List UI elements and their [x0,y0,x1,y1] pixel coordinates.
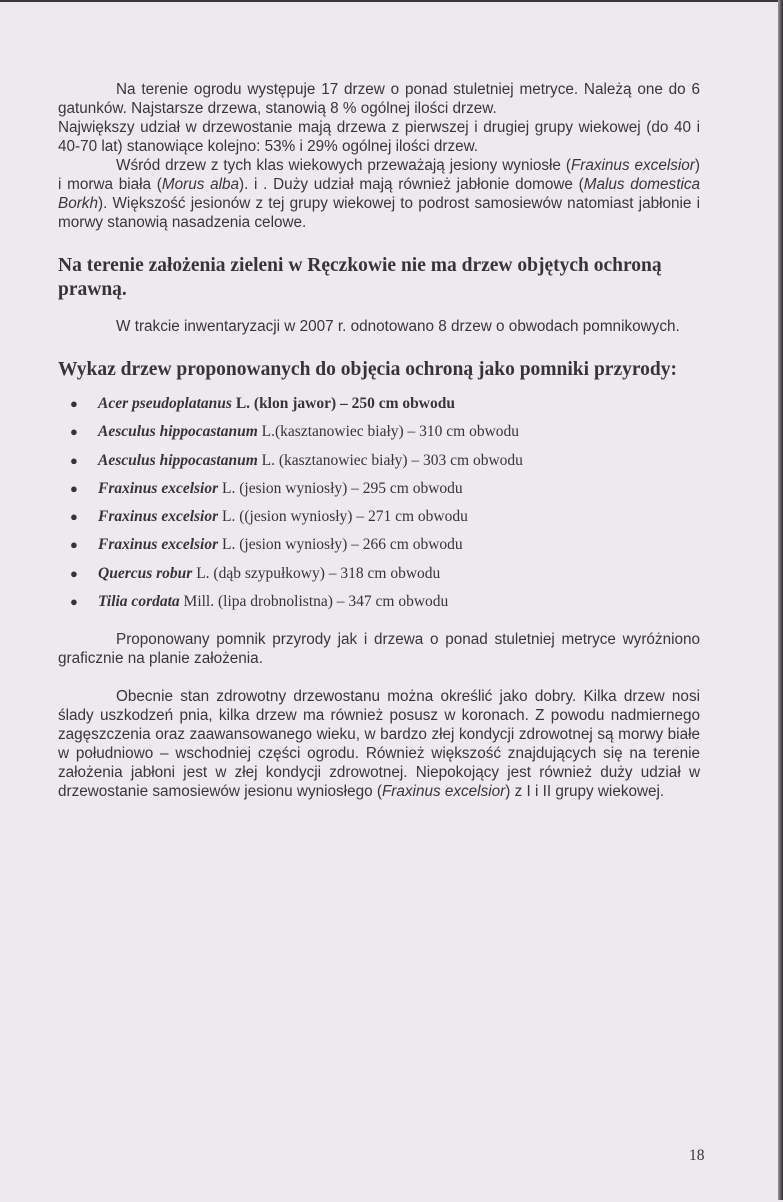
list-item [70,475,700,503]
text-run: ). i . Duży udział mają również jabłonie domowe ( [239,176,584,193]
text-run: Obecnie stan zdrowotny drzewostanu można określić jako dobry. Kilka drzew nosi ślady uszkodzeń pnia, kilka drzew ma również posusz w koronach. Z powodu nadmiernego zagęszczenia oraz zaawansowanego wieku, w bardzo złej kondycji zdrowotnej są morwy białe w południowo – wschodniej części ogrodu. Również większość znajdujących się na terenie założenia jabłoni jest w złej kondycji zdrowotnej. Niepokojący jest również duży udział w drzewostanie samosiewów jesionu wyniosłego ( [58,688,700,801]
text-run: ) i morwa biała ( [58,157,700,193]
latin-name: Morus alba [161,176,239,193]
list-item [70,390,700,418]
paragraph-line: Na terenie ogrodu występuje 17 drzew o ponad stuletniej metryce. Należą one do 6 gatunków. Najstarsze drzewa, stanowią 8 % ogólnej ilości drzew. [58,81,700,117]
proposed-trees-list [58,390,700,616]
list-item [70,503,700,531]
latin-name: Aesculus hippocastanum [98,423,258,441]
latin-name: Acer pseudoplatanus [98,395,232,412]
bullet-icon: ● [70,480,78,496]
latin-name: Quercus robur [98,564,193,582]
heading-proposed-monuments: Wykaz drzew proponowanych do objęcia ochroną jako pomniki przyrody: [58,359,677,380]
paragraph-health-condition [58,687,700,801]
paragraph-line: Największy udział w drzewostanie mają drzewa z pierwszej i drugiej grupy wiekowej (do 40 i 40-70 lat) stanowiące kolejno: 53% i 29% ogólnej ilości drzew. [58,119,700,155]
latin-name: Fraxinus excelsior [381,783,506,801]
tree-details: L. (kasztanowiec biały) – 303 cm obwodu [257,451,523,469]
text-run: ). Większość jesionów z tej grupy wiekowej to podrost samosiewów natomiast jabłonie i morwy stanowią nasadzenia celowe. [58,195,700,231]
tree-details: L. (klon jawor) – 250 cm obwodu [231,395,455,412]
list-item [70,560,700,588]
page-content [58,80,700,801]
bullet-icon: ● [70,509,78,525]
tree-details: L. (dąb szypułkowy) – 318 cm obwodu [192,564,441,582]
tree-details: L.(kasztanowiec biały) – 310 cm obwodu [257,423,520,441]
tree-details: L. (jesion wyniosły) – 295 cm obwodu [218,479,463,497]
paragraph-inventory-note: W trakcie inwentaryzacji w 2007 r. odnotowano 8 drzew o obwodach pomnikowych. [116,318,680,335]
list-item [70,447,700,475]
bullet-icon: ● [70,565,78,581]
list-item [70,418,700,446]
latin-name: Aesculus hippocastanum [98,451,258,469]
latin-name: Fraxinus excelsior [98,479,219,497]
tree-details: L. ((jesion wyniosły) – 271 cm obwodu [218,508,468,526]
latin-name: Tilia cordata [98,593,180,611]
latin-name: Fraxinus excelsior [98,508,219,526]
paragraph-plan-note: Proponowany pomnik przyrody jak i drzewa o ponad stuletniej metryce wyróżniono graficznie na planie założenia. [58,631,700,668]
bullet-icon: ● [70,452,78,468]
latin-name: Fraxinus excelsior [98,536,219,554]
text-run: ) z I i II grupy wiekowej. [505,783,665,801]
list-item [70,588,700,616]
page-number: 18 [689,1147,705,1164]
paragraph-tree-age-intro [58,80,700,156]
latin-name: Malus domestica Borkh [58,176,701,212]
latin-name: Fraxinus excelsior [570,157,695,174]
bullet-icon: ● [70,396,78,411]
bullet-icon: ● [70,537,78,553]
paragraph-species-composition [58,156,700,232]
list-item [70,531,700,559]
scan-edge-shadow [778,0,783,1200]
heading-no-protected-trees: Na terenie założenia zieleni w Ręczkowie nie ma drzew objętych ochroną prawną. [58,255,662,300]
tree-details: Mill. (lipa drobnolistna) – 347 cm obwodu [179,593,449,611]
bullet-icon: ● [70,594,78,610]
bullet-icon: ● [70,424,78,440]
tree-details: L. (jesion wyniosły) – 266 cm obwodu [218,536,463,554]
text-run: Wśród drzew z tych klas wiekowych przeważają jesiony wyniosłe ( [116,157,571,174]
